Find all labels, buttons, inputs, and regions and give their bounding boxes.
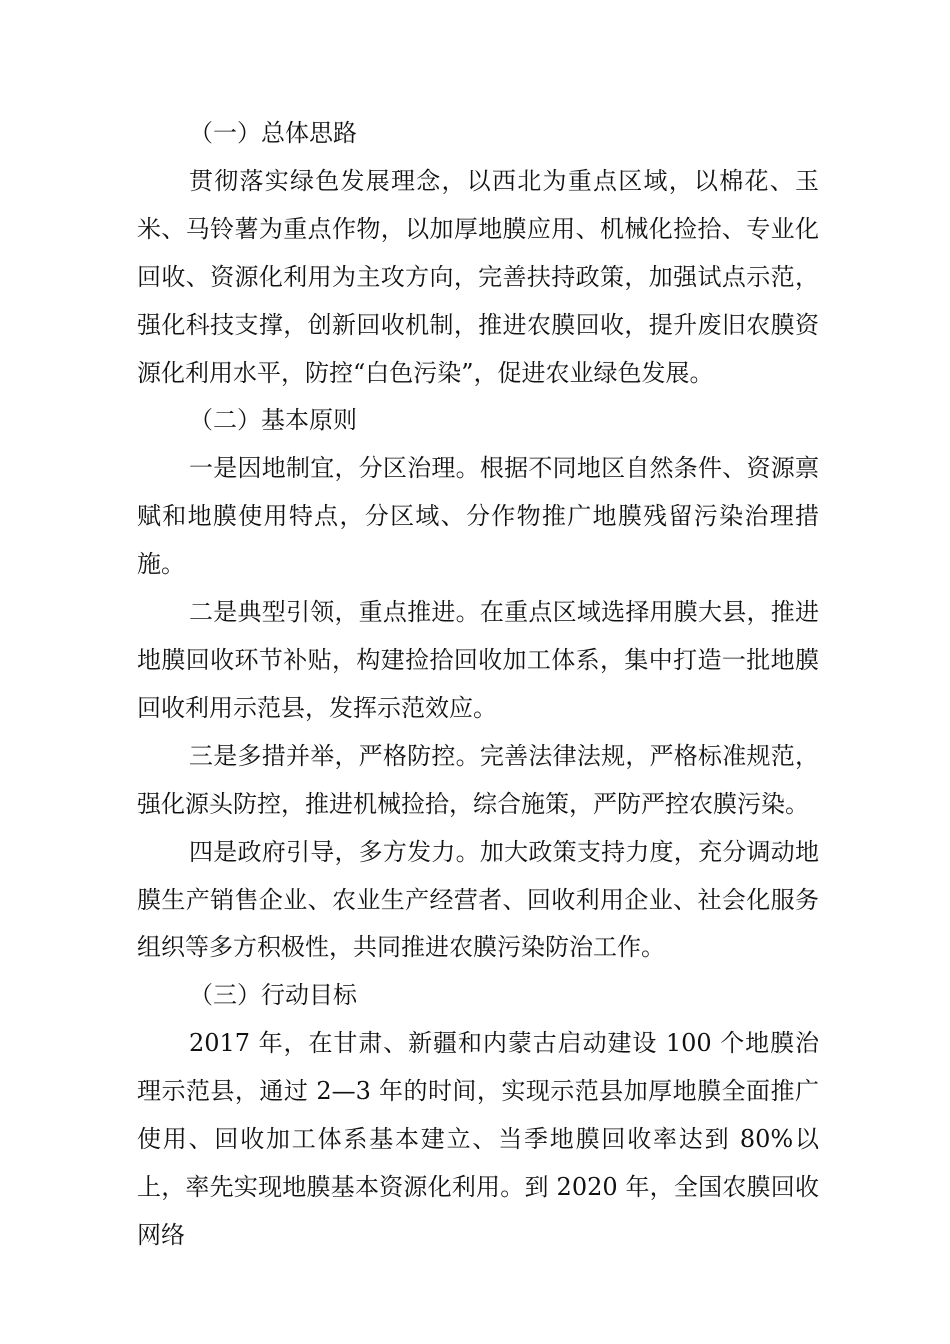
section-heading-basic-principles: （二）基本原则 bbox=[189, 406, 357, 435]
paragraph-principle-1: 一是因地制宜，分区治理。根据不同地区自然条件、资源禀赋和地膜使用特点，分区域、分作物推广地膜残留污染治理措施。 bbox=[137, 454, 819, 579]
paragraph-overall-approach: 贯彻落实绿色发展理念，以西北为重点区域，以棉花、玉米、马铃薯为重点作物，以加厚地膜应用、机械化捡拾、专业化回收、资源化利用为主攻方向，完善扶持政策，加强试点示范，强化科技支撑，创新回收机制，推进农膜回收，提升废旧农膜资源化利用水平，防控“白色污染”，促进农业绿色发展。 bbox=[137, 166, 819, 387]
section-heading-action-goals: （三）行动目标 bbox=[189, 981, 357, 1010]
paragraph-action-goals: 2017 年，在甘肃、新疆和内蒙古启动建设 100 个地膜治理示范县，通过 2—3 年的时间，实现示范县加厚地膜全面推广使用、回收加工体系基本建立、当季地膜回收率达到 80%以上，率先实现地膜基本资源化利用。到 2020 年，全国农膜回收网络 bbox=[137, 1029, 819, 1249]
paragraph-principle-2: 二是典型引领，重点推进。在重点区域选择用膜大县，推进地膜回收环节补贴，构建捡拾回收加工体系，集中打造一批地膜回收利用示范县，发挥示范效应。 bbox=[137, 598, 819, 722]
document-page bbox=[137, 110, 819, 1260]
paragraph-principle-3: 三是多措并举，严格防控。完善法律法规，严格标准规范，强化源头防控，推进机械捡拾，综合施策，严防严控农膜污染。 bbox=[137, 741, 819, 818]
paragraph-principle-4: 四是政府引导，多方发力。加大政策支持力度，充分调动地膜生产销售企业、农业生产经营者、回收利用企业、社会化服务组织等多方积极性，共同推进农膜污染防治工作。 bbox=[137, 837, 819, 962]
section-heading-overall-approach: （一）总体思路 bbox=[189, 119, 357, 147]
